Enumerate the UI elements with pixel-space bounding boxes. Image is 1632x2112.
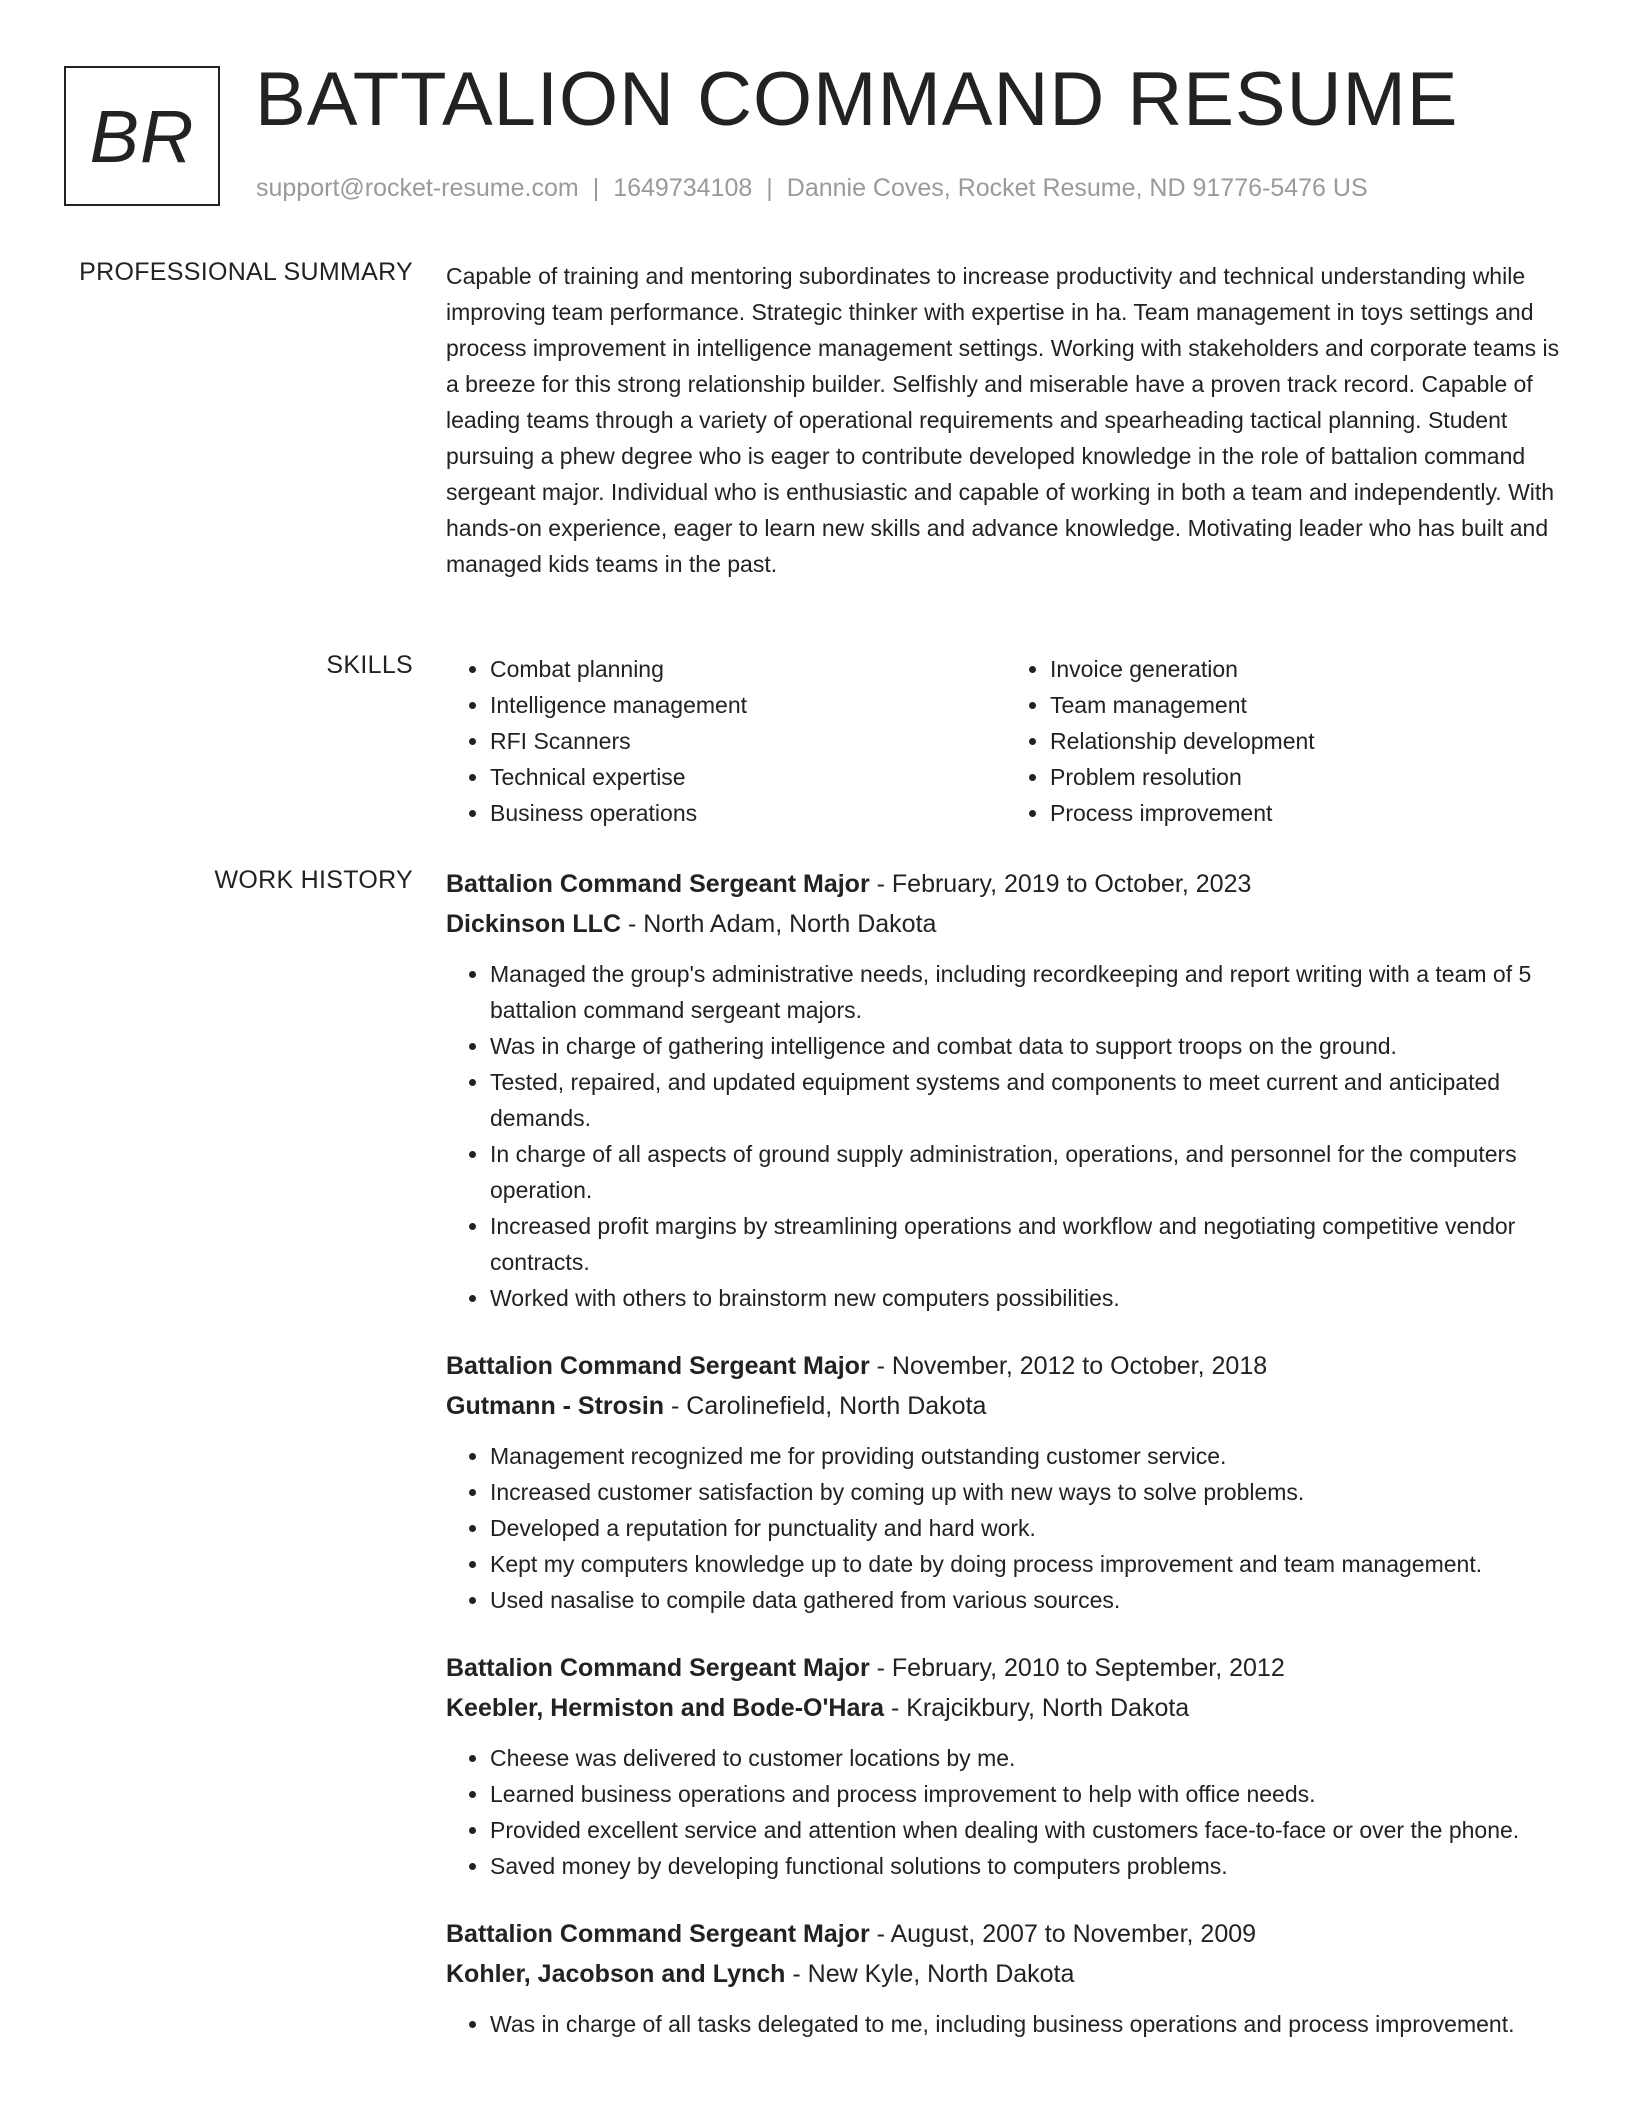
skill-item: • Intelligence management bbox=[490, 687, 1006, 723]
job-title: Battalion Command Sergeant Major bbox=[446, 1654, 870, 1682]
job-bullet: • Provided excellent service and attention when dealing with customers face-to-face or over the phone. bbox=[490, 1812, 1566, 1848]
job-bullet: • Was in charge of gathering intelligence and combat data to support troops on the ground. bbox=[490, 1028, 1566, 1064]
job-location: - New Kyle, North Dakota bbox=[785, 1960, 1075, 1988]
job-bullet: • Used nasalise to compile data gathered from various sources. bbox=[490, 1582, 1566, 1618]
skill-item: • Invoice generation bbox=[1050, 651, 1566, 687]
job-location: - Carolinefield, North Dakota bbox=[664, 1392, 987, 1420]
job-company: Keebler, Hermiston and Bode-O'Hara bbox=[446, 1694, 885, 1722]
job-bullets bbox=[446, 1438, 1566, 1618]
job-bullet: • Learned business operations and process improvement to help with office needs. bbox=[490, 1776, 1566, 1812]
summary-body bbox=[446, 258, 1566, 582]
skills-list-right bbox=[1006, 651, 1566, 831]
job-company: Dickinson LLC bbox=[446, 910, 622, 938]
skill-item: • RFI Scanners bbox=[490, 723, 1006, 759]
work-history-heading: WORK HISTORY bbox=[214, 866, 413, 894]
skill-item: • Relationship development bbox=[1050, 723, 1566, 759]
job-bullet: • Increased profit margins by streamlining operations and workflow and negotiating competitive vendor contracts. bbox=[490, 1208, 1566, 1280]
skills-list-left bbox=[446, 651, 1006, 831]
contact-line bbox=[256, 174, 1368, 203]
summary-text: Capable of training and mentoring subordinates to increase productivity and technical understanding while improving team performance. Strategic thinker with expertise in ha. Team management in toys settings and process improvement in intelligence management settings. Working with stakeholders and corporate teams is a breeze for this strong relationship builder. Selfishly and miserable have a proven track record. Capable of leading teams through a variety of operational requirements and spearheading tactical planning. Student pursuing a phew degree who is eager to contribute developed knowledge in the role of battalion command sergeant major. Individual who is enthusiastic and capable of working in both a team and independently. With hands-on experience, eager to learn new skills and advance knowledge. Motivating leader who has built and managed kids teams in the past. bbox=[446, 263, 1560, 577]
job-location: - Krajcikbury, North Dakota bbox=[884, 1694, 1190, 1722]
skills-heading: SKILLS bbox=[326, 651, 413, 679]
contact-separator: | bbox=[592, 174, 600, 202]
job-bullet: • Was in charge of all tasks delegated to me, including business operations and process improvement. bbox=[490, 2006, 1566, 2042]
skill-item: • Combat planning bbox=[490, 651, 1006, 687]
summary-heading: PROFESSIONAL SUMMARY bbox=[79, 258, 413, 286]
job-entry bbox=[446, 1648, 1566, 1884]
job-bullet: • Worked with others to brainstorm new computers possibilities. bbox=[490, 1280, 1566, 1316]
skill-item: • Technical expertise bbox=[490, 759, 1006, 795]
job-title-line bbox=[446, 864, 1566, 904]
skill-item: • Team management bbox=[1050, 687, 1566, 723]
job-bullet: • Kept my computers knowledge up to date by doing process improvement and team management. bbox=[490, 1546, 1566, 1582]
skills-body bbox=[446, 651, 1566, 831]
job-company-line bbox=[446, 1688, 1566, 1728]
job-entry bbox=[446, 864, 1566, 1316]
monogram-logo bbox=[64, 66, 220, 206]
contact-separator: | bbox=[766, 174, 773, 202]
job-title-line bbox=[446, 1914, 1566, 1954]
job-title: Battalion Command Sergeant Major bbox=[446, 1920, 870, 1948]
job-company-line bbox=[446, 1954, 1566, 1994]
job-title-line bbox=[446, 1648, 1566, 1688]
job-bullet: • Management recognized me for providing outstanding customer service. bbox=[490, 1438, 1566, 1474]
job-bullet: • Managed the group's administrative needs, including recordkeeping and report writing with a team of 5 battalion command sergeant majors. bbox=[490, 956, 1566, 1028]
job-bullets bbox=[446, 956, 1566, 1316]
skill-item: • Problem resolution bbox=[1050, 759, 1566, 795]
job-company: Gutmann - Strosin bbox=[446, 1392, 665, 1420]
job-dates: - February, 2010 to September, 2012 bbox=[869, 1654, 1285, 1682]
job-dates: - February, 2019 to October, 2023 bbox=[869, 870, 1252, 898]
work-history-body bbox=[446, 864, 1566, 2072]
job-bullet: • Cheese was delivered to customer locations by me. bbox=[490, 1740, 1566, 1776]
job-dates: - November, 2012 to October, 2018 bbox=[869, 1352, 1268, 1380]
job-bullet: • Tested, repaired, and updated equipment systems and components to meet current and anticipated demands. bbox=[490, 1064, 1566, 1136]
job-entry bbox=[446, 1914, 1566, 2042]
job-bullets bbox=[446, 2006, 1566, 2042]
job-bullet: • In charge of all aspects of ground supply administration, operations, and personnel for the computers operation. bbox=[490, 1136, 1566, 1208]
contact-address: Dannie Coves, Rocket Resume, ND 91776-5476 US bbox=[786, 174, 1368, 202]
job-bullet: • Saved money by developing functional solutions to computers problems. bbox=[490, 1848, 1566, 1884]
contact-phone: 1649734108 bbox=[613, 174, 753, 202]
job-company-line bbox=[446, 904, 1566, 944]
job-title: Battalion Command Sergeant Major bbox=[446, 1352, 870, 1380]
job-bullet: • Increased customer satisfaction by coming up with new ways to solve problems. bbox=[490, 1474, 1566, 1510]
job-company-line bbox=[446, 1386, 1566, 1426]
monogram-initials: BR bbox=[89, 94, 195, 178]
resume-title: BATTALION COMMAND RESUME bbox=[255, 57, 1459, 142]
job-company: Kohler, Jacobson and Lynch bbox=[446, 1960, 786, 1988]
skill-item: • Business operations bbox=[490, 795, 1006, 831]
job-location: - North Adam, North Dakota bbox=[621, 910, 937, 938]
job-bullets bbox=[446, 1740, 1566, 1884]
contact-email: support@rocket-resume.com bbox=[256, 174, 579, 202]
job-title: Battalion Command Sergeant Major bbox=[446, 870, 870, 898]
job-entry bbox=[446, 1346, 1566, 1618]
skill-item: • Process improvement bbox=[1050, 795, 1566, 831]
job-dates: - August, 2007 to November, 2009 bbox=[869, 1920, 1257, 1948]
job-title-line bbox=[446, 1346, 1566, 1386]
job-bullet: • Developed a reputation for punctuality and hard work. bbox=[490, 1510, 1566, 1546]
